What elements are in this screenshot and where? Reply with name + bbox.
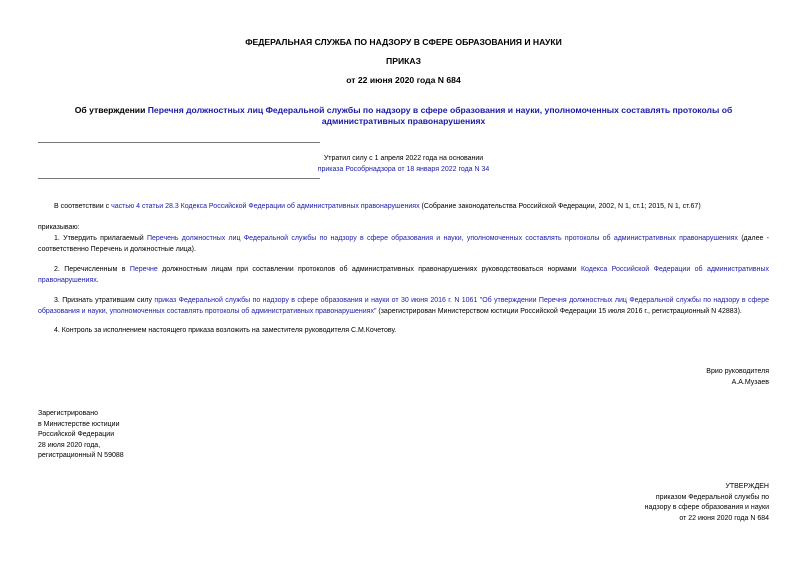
- order-word: приказываю:: [38, 224, 80, 231]
- agency-heading: ФЕДЕРАЛЬНАЯ СЛУЖБА ПО НАДЗОРУ В СФЕРЕ ОБРАЗОВАНИЯ И НАУКИ: [245, 37, 562, 47]
- item-1-link[interactable]: Перечень должностных лиц Федеральной службы по надзору в сфере образования и науки, уполномоченных составлять протоколы об административных правонарушениях: [146, 235, 738, 242]
- approved-block: [569, 482, 769, 524]
- item-2-link-list[interactable]: Перечне: [129, 266, 158, 273]
- registration-block: [38, 409, 124, 462]
- signature-block: [706, 367, 769, 388]
- approved-line: от 22 июня 2020 года N 684: [679, 514, 769, 522]
- item-1-text-end: (далее - соответственно Перечень и должностные лица).: [38, 235, 770, 253]
- status-notice: [100, 153, 707, 175]
- item-2-link-code[interactable]: Кодекса Российской Федерации об административных правонарушениях: [38, 266, 770, 284]
- item-4-paragraph: 4. Контроль за исполнением настоящего приказа возложить на заместителя руководителя С.М.Кочетову.: [54, 327, 397, 334]
- item-1-paragraph: [38, 234, 769, 255]
- approved-line: надзору в сфере образования и науки: [644, 504, 769, 512]
- signature-position: Врио руководителя: [706, 368, 769, 375]
- divider-bottom: [38, 178, 320, 179]
- registration-line: регистрационный N 59088: [38, 452, 124, 460]
- signature-name: А.А.Музаев: [731, 378, 769, 386]
- registration-line: Зарегистрировано: [38, 410, 98, 417]
- approved-line: УТВЕРЖДЕН: [725, 483, 769, 490]
- registration-line: в Министерстве юстиции: [38, 420, 120, 428]
- status-link[interactable]: приказа Рособрнадзора от 18 января 2022 года N 34: [317, 166, 490, 173]
- preamble-text: В соответствии с: [54, 203, 112, 210]
- date-number-heading: от 22 июня 2020 года N 684: [346, 75, 461, 85]
- item-2-text: 2. Перечисленным в: [54, 266, 130, 273]
- doc-type-heading: ПРИКАЗ: [386, 56, 421, 66]
- preamble-text-end: (Собрание законодательства Российской Федерации, 2002, N 1, ст.1; 2015, N 1, ст.67): [419, 203, 701, 210]
- item-3-paragraph: [38, 296, 769, 317]
- item-2-paragraph: [38, 265, 769, 286]
- item-1-text: 1. Утвердить прилагаемый: [54, 235, 147, 242]
- item-2-text-mid: должностным лицам при составлении протоколов об административных правонарушениях руководствоваться нормами: [157, 266, 581, 273]
- item-2-text-end: .: [96, 276, 99, 284]
- item-3-text: 3. Признать утратившим силу: [54, 297, 155, 304]
- registration-line: Российской Федерации: [38, 431, 115, 439]
- item-3-text-end: (зарегистрирован Министерством юстиции Российской Федерации 15 июля 2016 г., регистрационный N 42883).: [376, 307, 742, 315]
- preamble-paragraph: [38, 202, 769, 213]
- registration-line: 28 июля 2020 года,: [38, 441, 101, 449]
- status-line: Утратил силу с 1 апреля 2022 года на основании: [323, 155, 484, 162]
- approved-line: приказом Федеральной службы по: [655, 493, 769, 501]
- document-title: [40, 105, 767, 127]
- divider-top: [38, 142, 320, 143]
- item-3-link[interactable]: приказ Федеральной службы по надзору в сфере образования и науки от 30 июня 2016 г. N 1061 "Об утверждении Перечня должностных лиц Федеральной службы по надзору в сфере образования и науки, уполномоченных составлять протоколы об административных правонарушениях": [38, 297, 769, 315]
- title-link[interactable]: Перечня должностных лиц Федеральной службы по надзору в сфере образования и науки, уполномоченных составлять протоколы об административных правонарушениях: [147, 105, 733, 126]
- title-prefix: Об утверждении: [74, 105, 148, 115]
- preamble-link[interactable]: частью 4 статьи 28.3 Кодекса Российской Федерации об административных правонарушениях: [111, 203, 420, 210]
